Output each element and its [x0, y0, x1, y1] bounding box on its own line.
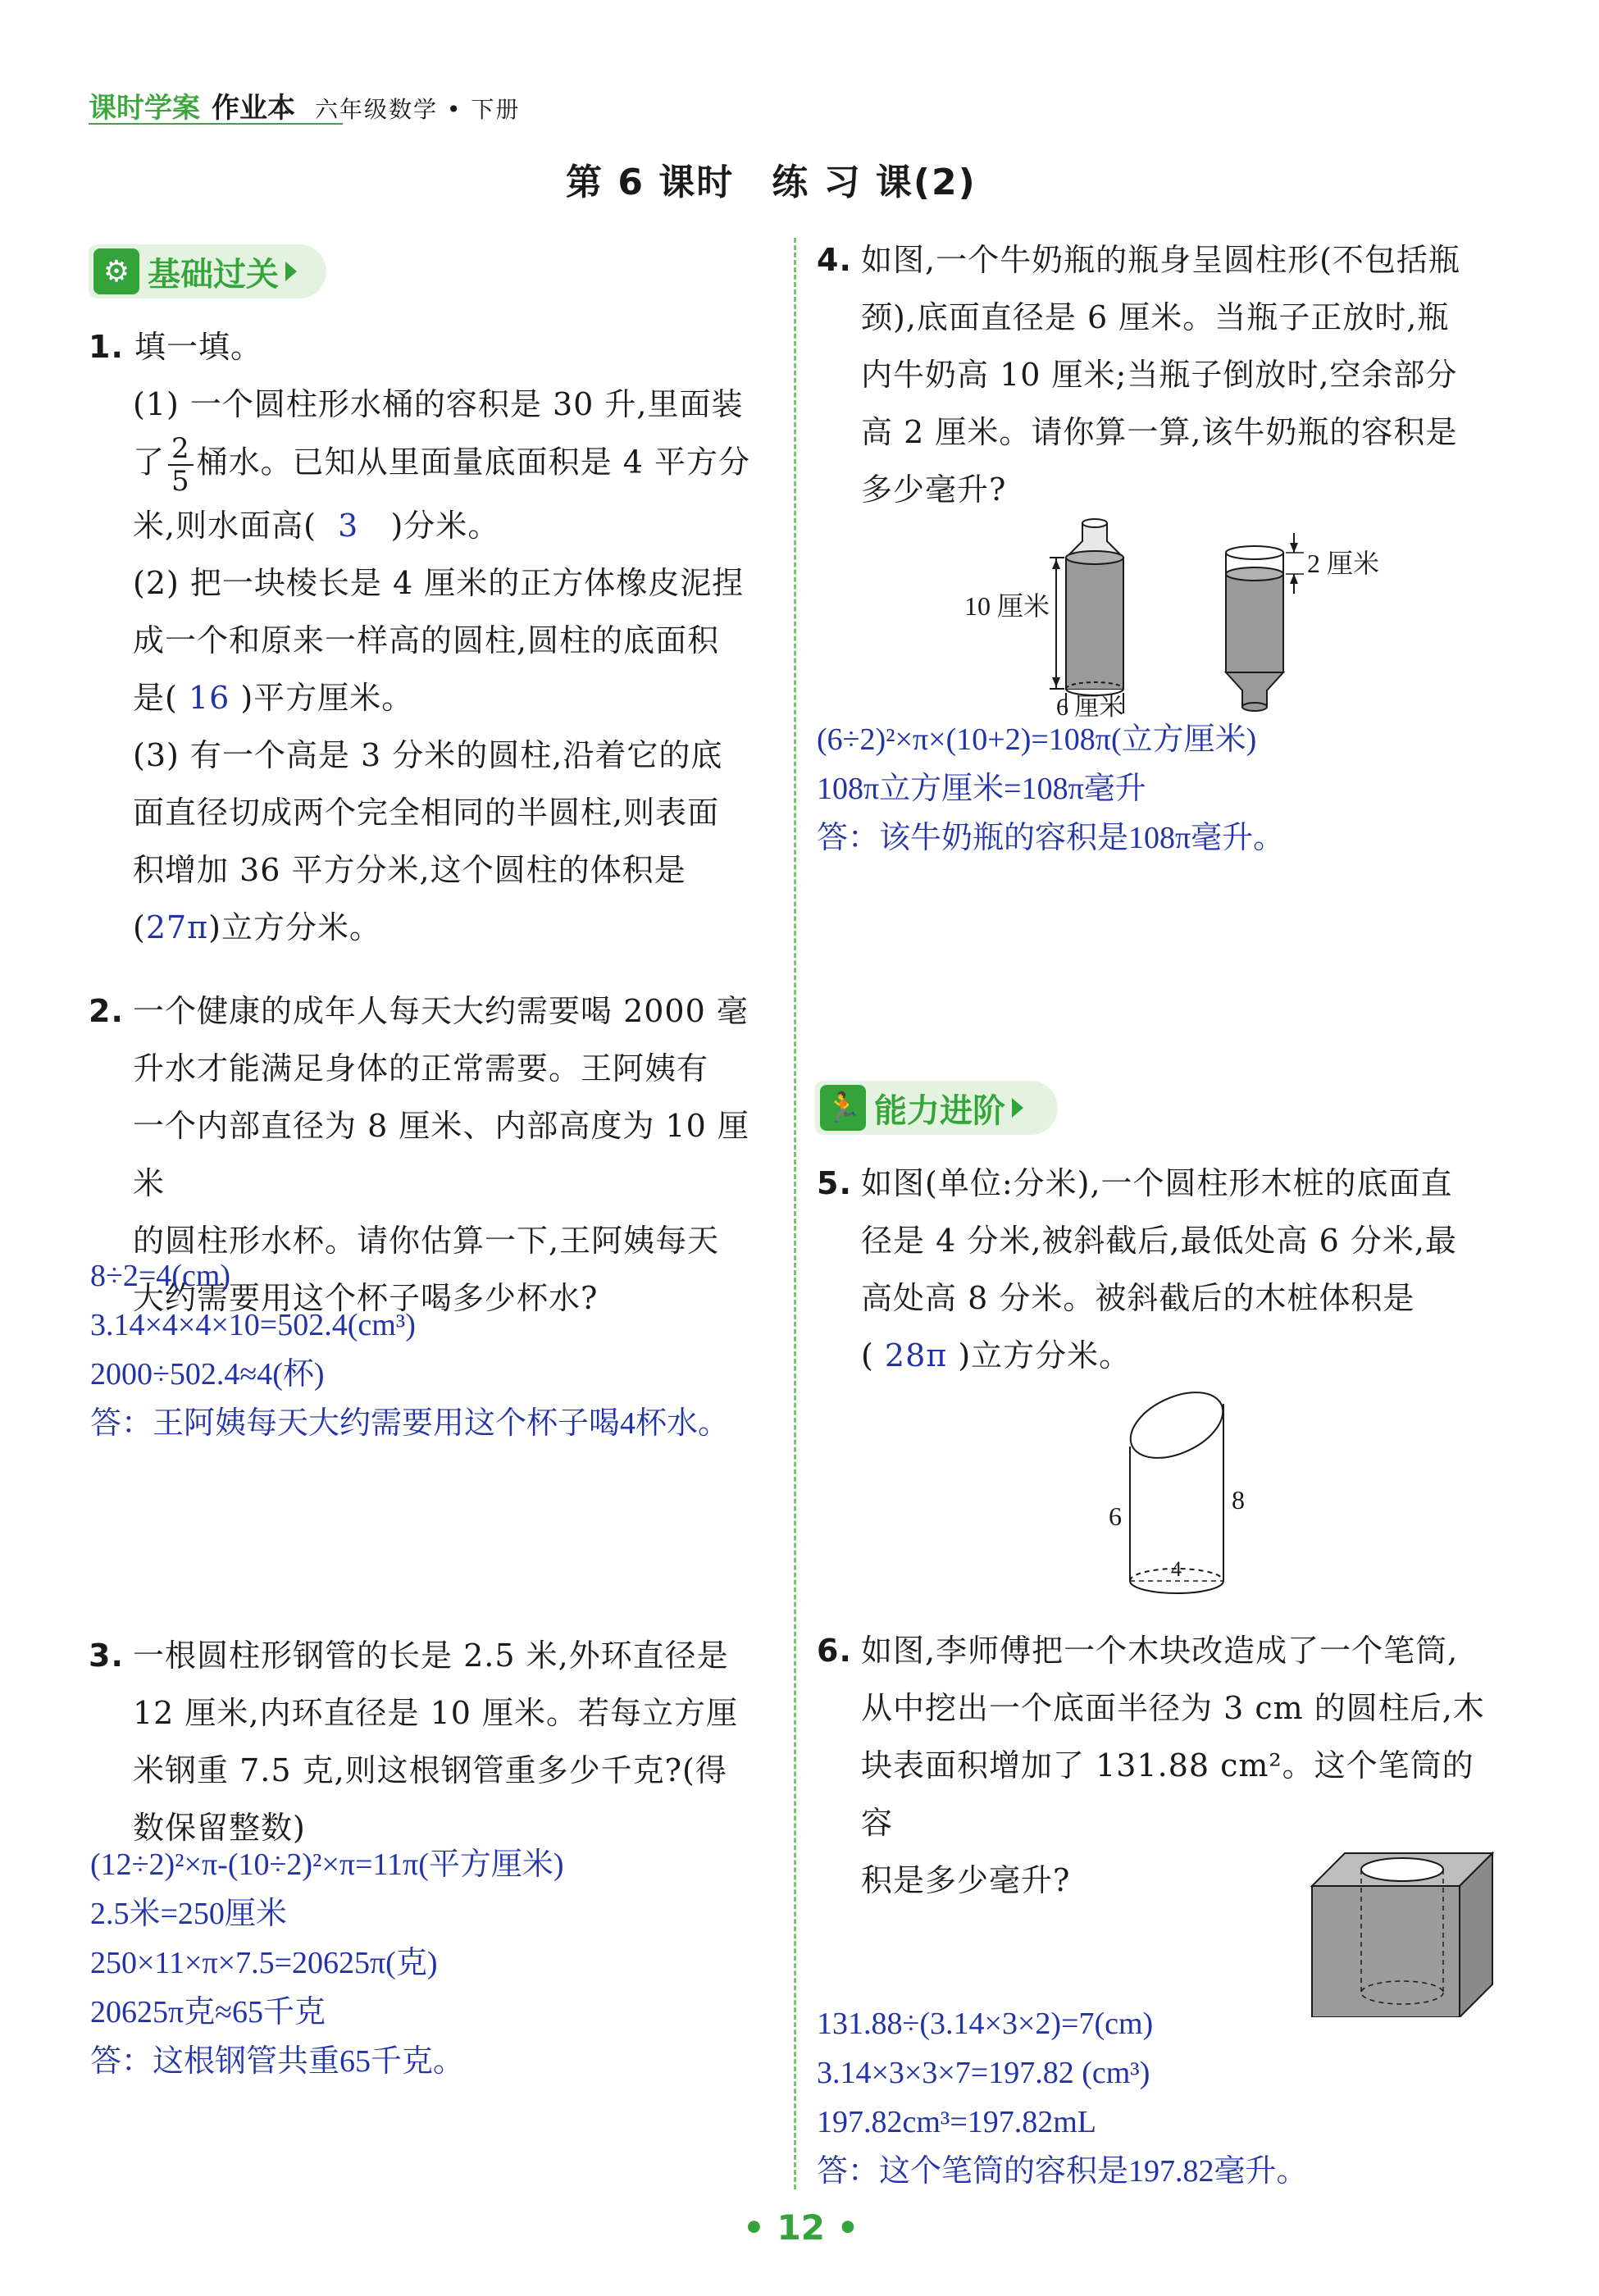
question-text: 大约需要用这个杯子喝多少杯水?	[133, 1280, 599, 1316]
answer-line: 答：该牛奶瓶的容积是108π毫升。	[817, 821, 1285, 855]
diameter-label: 6 厘米	[1056, 694, 1124, 721]
answer-line: 答：这根钢管共重65千克。	[90, 2044, 465, 2079]
answer-6	[817, 1999, 1555, 2196]
fraction: $\frac{2}{5}$	[168, 433, 194, 497]
page-title: 第 6 课时 练 习 课(2)	[566, 162, 977, 203]
bottle-inverted	[1226, 533, 1304, 711]
question-3	[89, 1627, 769, 1856]
answer-line: 2000÷502.4≈4(杯)	[90, 1357, 325, 1392]
question-number: 3.	[89, 1638, 124, 1674]
low-height-label: 6	[1109, 1501, 1122, 1531]
gap-label: 2 厘米	[1307, 549, 1380, 578]
q1-p3-line3: 积增加 36 平方分米,这个圆柱的体积是	[133, 852, 686, 888]
pen-holder-diagram	[1304, 1845, 1501, 2017]
question-1	[89, 318, 769, 956]
question-number: 6.	[817, 1633, 852, 1669]
q1-p3-line4: (27π)立方分米。	[133, 909, 381, 945]
answer-2	[90, 1251, 787, 1448]
answer-line: 250×11×π×7.5=20625π(克)	[90, 1946, 438, 1980]
brand-name: 课时学案	[89, 92, 200, 125]
q1-p2-line2: 成一个和原来一样高的圆柱,圆柱的底面积	[133, 622, 720, 658]
q1-p1-line2: 了 $\frac{2}{5}$ 桶水。已知从里面量底面积是 4 平方分	[133, 432, 750, 498]
question-text: 如图,一个牛奶瓶的瓶身呈圆柱形(不包括瓶	[861, 242, 1460, 278]
q1-p3-line1: (3) 有一个高是 3 分米的圆柱,沿着它的底	[133, 737, 723, 773]
header	[89, 85, 520, 125]
header-rule	[89, 123, 343, 125]
book-subtitle: 六年级数学 • 下册	[315, 96, 521, 123]
q1-p1-line1: (1) 一个圆柱形水桶的容积是 30 升,里面装	[133, 386, 744, 422]
milk-bottle-diagram	[959, 517, 1419, 730]
question-text: 径是 4 分米,被斜截后,最低处高 6 分米,最	[861, 1223, 1457, 1259]
answer-line: 108π立方厘米=108π毫升	[817, 772, 1146, 806]
question-text: 升水才能满足身体的正常需要。王阿姨有	[133, 1050, 709, 1086]
answer-line: 8÷2=4(cm)	[90, 1259, 231, 1293]
section-badge-basic	[89, 244, 326, 298]
question-text: 一个内部直径为 8 厘米、内部高度为 10 厘米	[133, 1108, 749, 1201]
arrow-right-icon	[1012, 1098, 1023, 1118]
question-number: 5.	[817, 1165, 852, 1201]
question-text: ( 28π )立方分米。	[861, 1337, 1132, 1374]
question-text: 块表面积增加了 131.88 cm²。这个笔筒的容	[861, 1747, 1474, 1841]
answer-line: (12÷2)²×π-(10÷2)²×π=11π(平方厘米)	[90, 1847, 564, 1882]
height-label: 10 厘米	[964, 591, 1050, 621]
q1-p1-line3: 米,则水面高( 3 )分米。	[133, 508, 500, 544]
question-intro: 填一填。	[134, 329, 262, 365]
question-text: 一个健康的成年人每天大约需要喝 2000 毫	[133, 993, 749, 1029]
question-text: 数保留整数)	[133, 1810, 306, 1846]
question-text: 一根圆柱形钢管的长是 2.5 米,外环直径是	[133, 1638, 729, 1674]
answer-line: (6÷2)²×π×(10+2)=108π(立方厘米)	[817, 722, 1257, 757]
answer-line: 答：这个笔筒的容积是197.82毫升。	[817, 2154, 1308, 2189]
question-number: 2.	[89, 993, 124, 1029]
page-number: • 12 •	[743, 2207, 859, 2248]
answer-line: 答：王阿姨每天大约需要用这个杯子喝4杯水。	[90, 1406, 730, 1441]
question-4	[817, 231, 1506, 518]
q1-p2-line3: 是( 16 )平方厘米。	[133, 680, 414, 716]
question-number: 1.	[89, 329, 124, 365]
answer-line: 3.14×3×3×7=197.82 (cm³)	[817, 2056, 1150, 2090]
answer-line: 20625π克≈65千克	[90, 1995, 326, 2029]
question-text: 从中挖出一个底面半径为 3 cm 的圆柱后,木	[861, 1690, 1485, 1726]
running-person-icon: 🏃	[820, 1085, 866, 1131]
question-number: 4.	[817, 242, 852, 278]
answer-4	[817, 715, 1555, 863]
q1-p2-line1: (2) 把一块棱长是 4 厘米的正方体橡皮泥捏	[133, 565, 745, 601]
answer-line: 3.14×4×4×10=502.4(cm³)	[90, 1308, 416, 1342]
section-badge-advanced	[815, 1081, 1058, 1135]
question-text: 如图,李师傅把一个木块改造成了一个笔筒,	[861, 1633, 1459, 1669]
question-5	[817, 1155, 1506, 1384]
answer-line: 197.82cm³=197.82mL	[817, 2105, 1097, 2139]
brand-product: 作业本	[212, 92, 295, 125]
section-title: 基础过关	[148, 255, 279, 294]
high-height-label: 8	[1232, 1485, 1245, 1515]
arrow-right-icon	[285, 262, 297, 281]
question-text: 积是多少毫升?	[861, 1862, 1071, 1898]
answer-blank: 28π	[884, 1337, 948, 1374]
slanted-cylinder-diagram	[1099, 1378, 1263, 1615]
question-text: 米钢重 7.5 克,则这根钢管重多少千克?(得	[133, 1752, 727, 1788]
diameter-label: 4	[1171, 1557, 1182, 1581]
bottle-upright	[1050, 519, 1123, 713]
question-text: 12 厘米,内环直径是 10 厘米。若每立方厘	[133, 1695, 739, 1731]
column-divider	[794, 238, 796, 2189]
question-text: 内牛奶高 10 厘米;当瓶子倒放时,空余部分	[861, 357, 1458, 393]
answer-blank: 16	[188, 680, 230, 716]
q1-p3-line2: 面直径切成两个完全相同的半圆柱,则表面	[133, 795, 720, 831]
answer-line: 2.5米=250厘米	[90, 1897, 287, 1931]
answer-line: 131.88÷(3.14×3×2)=7(cm)	[817, 2007, 1154, 2041]
section-title: 能力进阶	[874, 1091, 1005, 1130]
answer-blank: 3	[338, 508, 359, 544]
answer-3	[90, 1840, 787, 2086]
gear-icon: ⚙	[93, 248, 139, 294]
question-text: 的圆柱形水杯。请你估算一下,王阿姨每天	[133, 1223, 720, 1259]
question-text: 如图(单位:分米),一个圆柱形木桩的底面直	[861, 1165, 1453, 1201]
question-text: 高处高 8 分米。被斜截后的木桩体积是	[861, 1280, 1415, 1316]
answer-blank: 27π	[145, 909, 209, 945]
question-text: 高 2 厘米。请你算一算,该牛奶瓶的容积是	[861, 414, 1458, 450]
question-text: 颈),底面直径是 6 厘米。当瓶子正放时,瓶	[861, 299, 1450, 335]
question-text: 多少毫升?	[861, 472, 1007, 508]
